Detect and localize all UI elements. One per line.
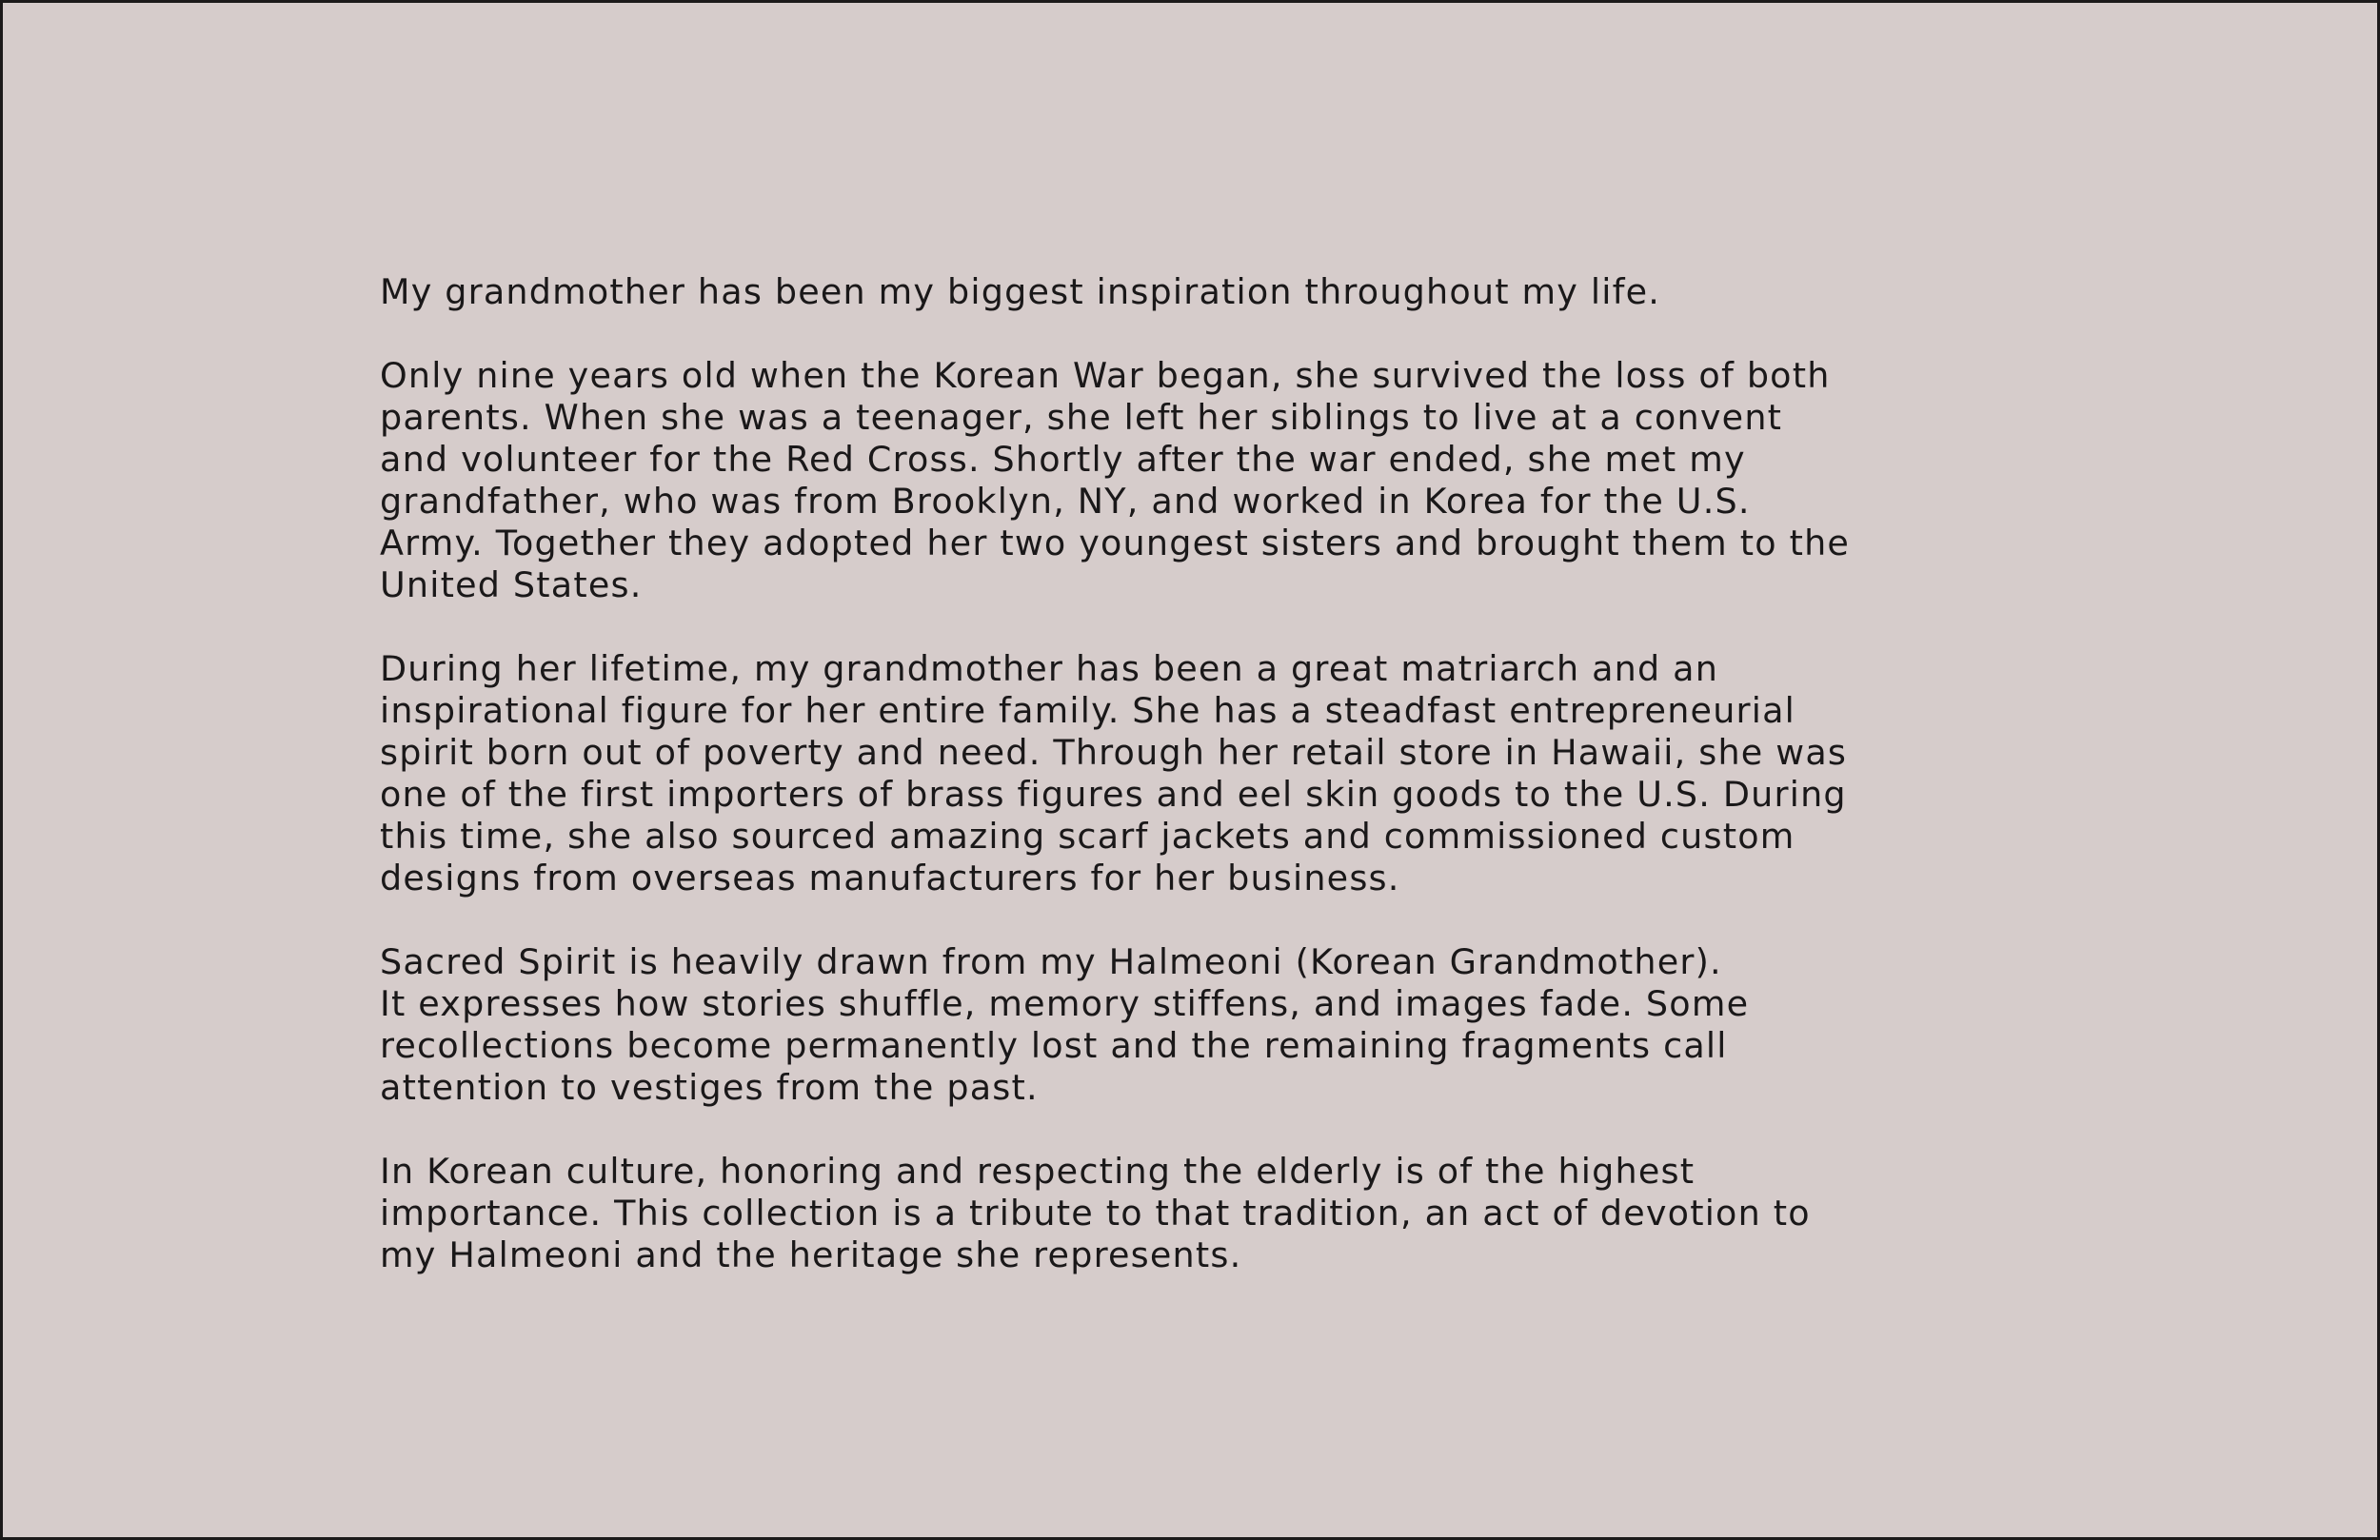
text-line: recollections become permanently lost and the remaining fragments call <box>380 1025 1728 1066</box>
text-line: Sacred Spirit is heavily drawn from my Halmeoni (Korean Grandmother). <box>380 941 1722 982</box>
text-line: spirit born out of poverty and need. Through her retail store in Hawaii, she was <box>380 732 1848 773</box>
text-line: designs from overseas manufacturers for her business. <box>380 858 1400 898</box>
text-line: parents. When she was a teenager, she left her siblings to live at a convent <box>380 397 1783 438</box>
text-line: inspirational figure for her entire family. She has a steadfast entrepreneurial <box>380 690 1795 731</box>
text-line: and volunteer for the Red Cross. Shortly after the war ended, she met my <box>380 439 1746 480</box>
paragraph-inspiration <box>380 271 2084 313</box>
text-line: During her lifetime, my grandmother has been a great matriarch and an <box>380 648 1719 689</box>
text-line: one of the first importers of brass figures and eel skin goods to the U.S. During <box>380 774 1847 815</box>
text-line: It expresses how stories shuffle, memory stiffens, and images fade. Some <box>380 983 1750 1024</box>
paragraph-korean-war-history <box>380 355 2084 606</box>
text-line: importance. This collection is a tribute to that tradition, an act of devotion to <box>380 1193 1811 1234</box>
text-line: My grandmother has been my biggest inspiration throughout my life. <box>380 271 1661 312</box>
body-text <box>380 271 2084 1276</box>
text-line: United States. <box>380 564 643 605</box>
paragraph-matriarch-business <box>380 648 2084 899</box>
text-line: attention to vestiges from the past. <box>380 1067 1039 1108</box>
text-line: this time, she also sourced amazing scarf jackets and commissioned custom <box>380 816 1795 857</box>
text-line: In Korean culture, honoring and respecting the elderly is of the highest <box>380 1151 1696 1192</box>
text-line: Only nine years old when the Korean War began, she survived the loss of both <box>380 355 1831 396</box>
text-line: grandfather, who was from Brooklyn, NY, and worked in Korea for the U.S. <box>380 481 1751 522</box>
paragraph-sacred-spirit <box>380 941 2084 1109</box>
text-line: Army. Together they adopted her two youngest sisters and brought them to the <box>380 523 1851 563</box>
text-line: my Halmeoni and the heritage she represents. <box>380 1234 1242 1275</box>
paragraph-tribute <box>380 1151 2084 1276</box>
